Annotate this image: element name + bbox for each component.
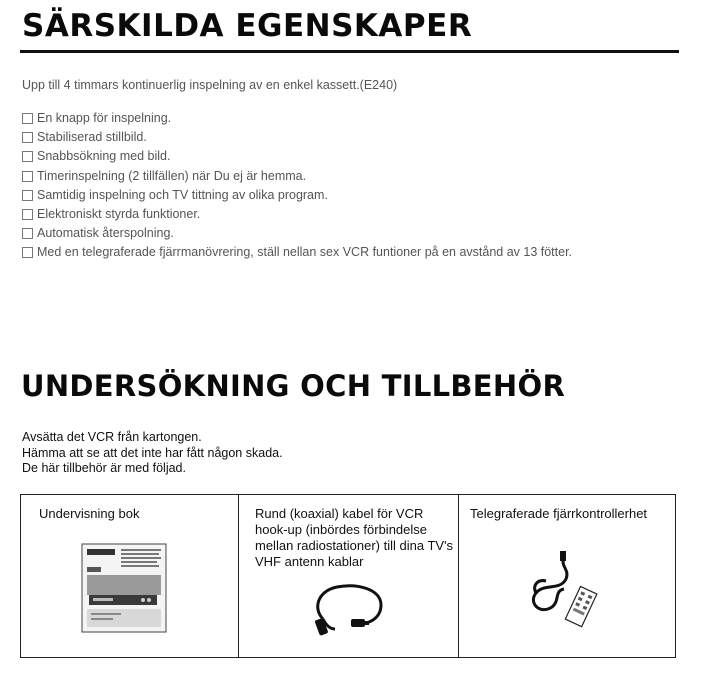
title-underline <box>20 50 679 53</box>
manual-book-icon <box>81 543 169 635</box>
remote-control-icon <box>524 549 606 631</box>
instruction-line: Hämma att se att det inte har fått någon skada. <box>22 445 283 460</box>
accessory-cell-remote <box>458 495 675 657</box>
checkbox-square-icon <box>22 190 33 201</box>
list-item: Samtidig inspelning och TV tittning av olika program. <box>22 186 572 205</box>
list-item: Stabiliserad stillbild. <box>22 128 572 147</box>
coaxial-cable-icon <box>309 579 389 643</box>
accessory-label: Rund (koaxial) kabel för VCR hook-up (inbördes förbindelse mellan radiostationer) till dina TV's VHF antenn kablar <box>255 506 454 569</box>
intro-text: Upp till 4 timmars kontinuerlig inspelning av en enkel kassett.(E240) <box>22 78 398 92</box>
checkbox-square-icon <box>22 151 33 162</box>
checkbox-square-icon <box>22 228 33 239</box>
list-item: En knapp för inspelning. <box>22 109 572 128</box>
accessory-cell-manual <box>21 495 238 657</box>
list-item: Automatisk återspolning. <box>22 224 572 243</box>
accessory-label: Telegraferade fjärrkontrollerhet <box>470 506 648 521</box>
unpacking-instructions <box>22 430 283 477</box>
checkbox-square-icon <box>22 247 33 258</box>
list-item: Elektroniskt styrda funktioner. <box>22 205 572 224</box>
checkbox-square-icon <box>22 209 33 220</box>
list-item: Snabbsökning med bild. <box>22 147 572 166</box>
instruction-line: Avsätta det VCR från kartongen. <box>22 430 202 444</box>
checkbox-square-icon <box>22 171 33 182</box>
accessory-cell-cable <box>238 495 458 657</box>
accessories-table <box>20 494 676 658</box>
accessory-label: Undervisning bok <box>39 506 140 521</box>
list-item: Timerinspelning (2 tillfällen) när Du ej är hemma. <box>22 167 572 186</box>
feature-list <box>22 109 572 263</box>
instruction-line: De här tillbehör är med följad. <box>22 461 186 475</box>
section-title-features: SÄRSKILDA EGENSKAPER <box>22 8 473 44</box>
list-item: Med en telegraferade fjärrmanövrering, ställ nellan sex VCR funtioner på en avstånd av 13 fötter. <box>22 243 572 262</box>
checkbox-square-icon <box>22 113 33 124</box>
checkbox-square-icon <box>22 132 33 143</box>
section-title-accessories: UNDERSÖKNING OCH TILLBEHÖR <box>21 369 566 403</box>
